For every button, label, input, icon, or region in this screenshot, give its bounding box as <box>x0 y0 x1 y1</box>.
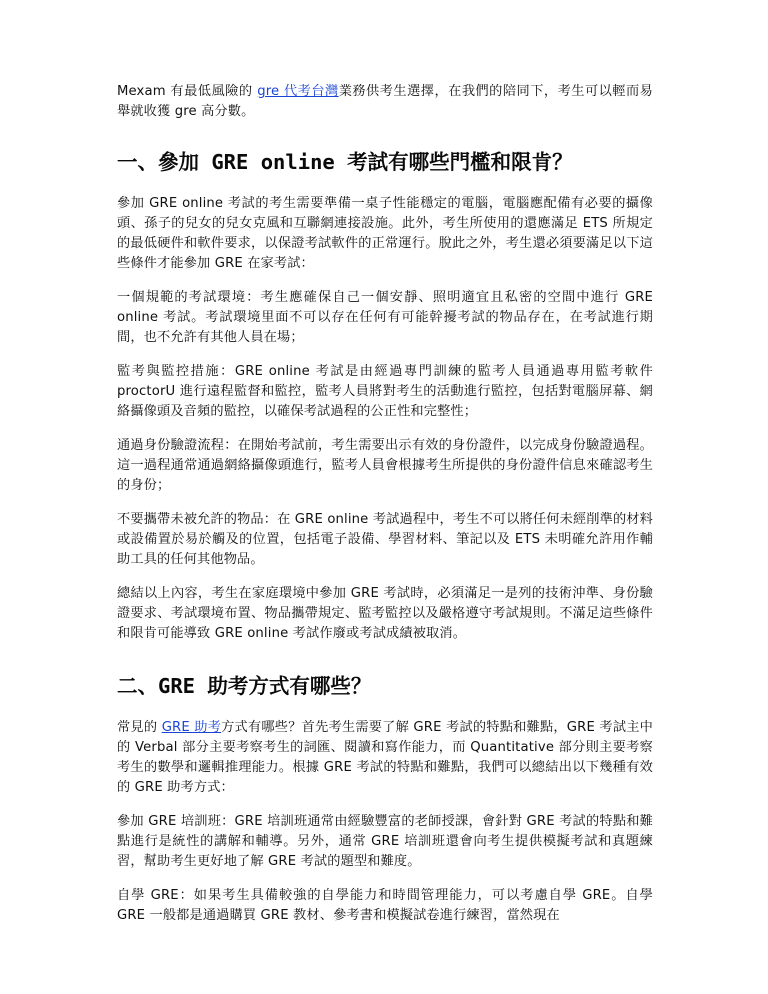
section1-paragraph-prohibited-items: 不要攜帶未被允許的物品：在 GRE online 考試過程中，考生不可以將任何未經削準的材料或設備置於易於觸及的位置，包括電子設備、學習材料、筆記以及 ETS 未明確允許用作輔助工具的任何其他物品。 <box>117 512 653 567</box>
section2-paragraph-self-study: 自學 GRE：如果考生具備較強的自學能力和時間管理能力，可以考慮自學 GRE。自學 GRE 一般都是通過購買 GRE 教材、參考書和模擬試卷進行練習，當然現在 <box>117 888 653 923</box>
section1-paragraph-environment: 一個規範的考試環境：考生應確保自己一個安靜、照明適宜且私密的空間中進行 GRE online 考試。考試環境里面不可以存在任何有可能幹擾考試的物品存在，在考試進行期間，也不允許有其他人員在場； <box>117 290 653 345</box>
gre-assist-link[interactable]: GRE 助考 <box>161 720 222 735</box>
gre-proxy-taiwan-link[interactable]: gre 代考台灣 <box>257 84 339 99</box>
section2-paragraph-training-class: 參加 GRE 培訓班：GRE 培訓班通常由經驗豐富的老師授課，會針對 GRE 考試的特點和難點進行是統性的講解和輔導。另外，通常 GRE 培訓班還會向考生提供模擬考試和真題練習，幫助考生更好地了解 GRE 考試的題型和難度。 <box>117 814 653 869</box>
intro-text-after: 業務供考生選擇，在我們的陪同下，考生可以輕而易舉就收獲 gre 高分數。 <box>117 84 654 119</box>
intro-paragraph <box>117 82 653 122</box>
section2-intro-after: 方式有哪些？首先考生需要了解 GRE 考試的特點和難點，GRE 考試主中的 Verbal 部分主要考察考生的詞匯、閱讀和寫作能力，而 Quantitative 部分則主要考察考生的數學和邏輯推理能力。根據 GRE 考試的特點和難點，我們可以總結出以下幾種有效的 GRE 助考方式： <box>117 720 653 795</box>
section1-paragraph-requirements: 參加 GRE online 考試的考生需要準備一桌子性能穩定的電腦，電腦應配備有必要的攝像頭、孫子的兒女的兒女克風和互聯網連接設施。此外，考生所使用的還應滿足 ETS 所規定的最低硬件和軟件要求，以保證考試軟件的正常運行。脫此之外，考生還必須要滿足以下這些條件才能參加 GRE 在家考試： <box>117 196 653 271</box>
section2-intro-before: 常見的 <box>117 720 162 735</box>
section2-heading: 二、GRE 助考方式有哪些？ <box>117 674 372 698</box>
section1-paragraph-identity: 通過身份驗證流程：在開始考試前，考生需要出示有效的身份證件，以完成身份驗證過程。這一過程通常通過網絡攝像頭進行，監考人員會根據考生所提供的身份證件信息來確認考生的身份； <box>117 438 653 493</box>
section1-paragraph-summary: 總結以上內容，考生在家庭環境中參加 GRE 考試時，必須滿足一是列的技術沖準、身份驗證要求、考試環境布置、物品攜帶規定、監考監控以及嚴格遵守考試規則。不滿足這些條件和限肯可能導致 GRE online 考試作廢或考試成績被取消。 <box>117 586 653 641</box>
section1-heading: 一、參加 GRE online 考試有哪些門檻和限肯？ <box>117 150 573 174</box>
section2-paragraph-intro <box>117 718 653 798</box>
intro-text-before: Mexam 有最低風險的 <box>117 84 258 99</box>
document-page <box>117 82 653 926</box>
section1-paragraph-proctoring: 監考與監控措施：GRE online 考試是由經過專門訓練的監考人員通過專用監考軟件 proctorU 進行遠程監督和監控，監考人員將對考生的活動進行監控，包括對電腦屏幕、網絡攝像頭及音頻的監控，以確保考試過程的公正性和完整性； <box>117 364 653 419</box>
